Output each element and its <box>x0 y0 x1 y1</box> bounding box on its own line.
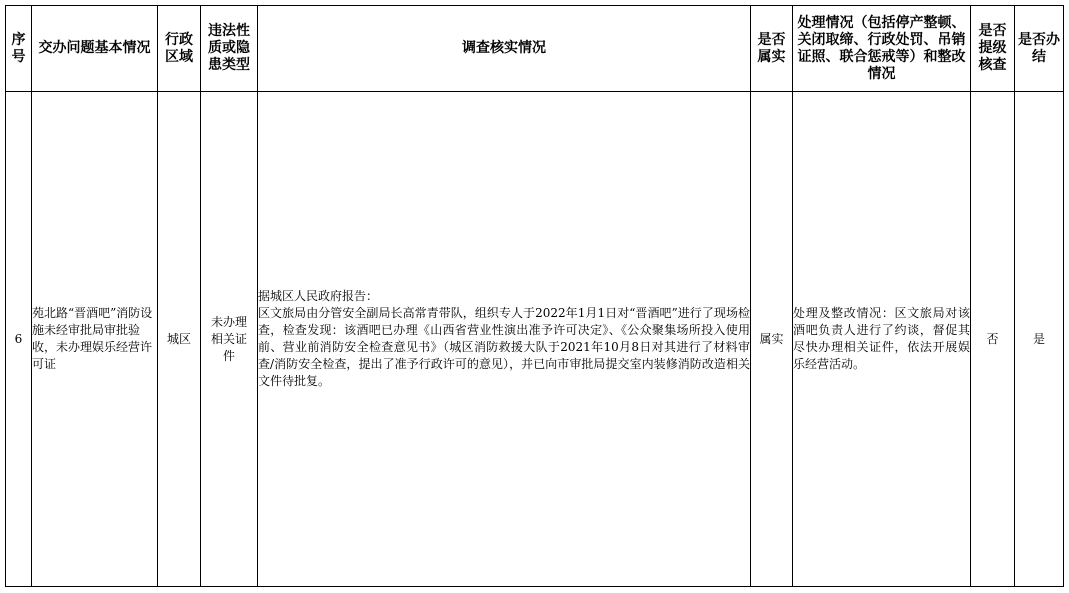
investigation-body: 区文旅局由分管安全副局长高常青带队，组织专人于2022年1月1日对“晋酒吧”进行了现场检查，检查发现：该酒吧已办理《山西省营业性演出准予许可决定》、《公众聚集场所投入使用前、营业前消防安全检查意见书》（城区消防救援大队于2021年10月8日对其进行了材料审查/消防安全检查，提出了准予行政许可的意见），并已向市审批局提交室内装修消防改造相关文件待批复。 <box>258 306 750 388</box>
header-type: 违法性质或隐患类型 <box>201 6 258 92</box>
header-region: 行政区域 <box>158 6 201 92</box>
cell-handling: 处理及整改情况：区文旅局对该酒吧负责人进行了约谈，督促其尽快办理相关证件，依法开展娱乐经营活动。 <box>793 92 971 587</box>
investigation-intro: 据城区人民政府报告： <box>258 289 379 303</box>
cell-seq: 6 <box>6 92 32 587</box>
cell-region: 城区 <box>158 92 201 587</box>
cell-investigation <box>258 92 751 587</box>
header-issue: 交办问题基本情况 <box>32 6 158 92</box>
cell-type: 未办理相关证件 <box>201 92 258 587</box>
inspection-table-sheet <box>5 5 1063 587</box>
header-seq: 序号 <box>6 6 32 92</box>
table-row <box>6 92 1064 587</box>
inspection-table <box>5 5 1064 587</box>
cell-escalate: 否 <box>971 92 1015 587</box>
cell-issue: 苑北路“晋酒吧”消防设施未经审批局审批验收，未办理娱乐经营许可证 <box>32 92 158 587</box>
header-investigation: 调查核实情况 <box>258 6 751 92</box>
header-handling: 处理情况（包括停产整顿、关闭取缔、行政处罚、吊销证照、联合惩戒等）和整改情况 <box>793 6 971 92</box>
header-escalate: 是否提级核查 <box>971 6 1015 92</box>
cell-closed: 是 <box>1015 92 1064 587</box>
header-true: 是否属实 <box>751 6 793 92</box>
cell-true: 属实 <box>751 92 793 587</box>
table-header-row <box>6 6 1064 92</box>
header-closed: 是否办结 <box>1015 6 1064 92</box>
